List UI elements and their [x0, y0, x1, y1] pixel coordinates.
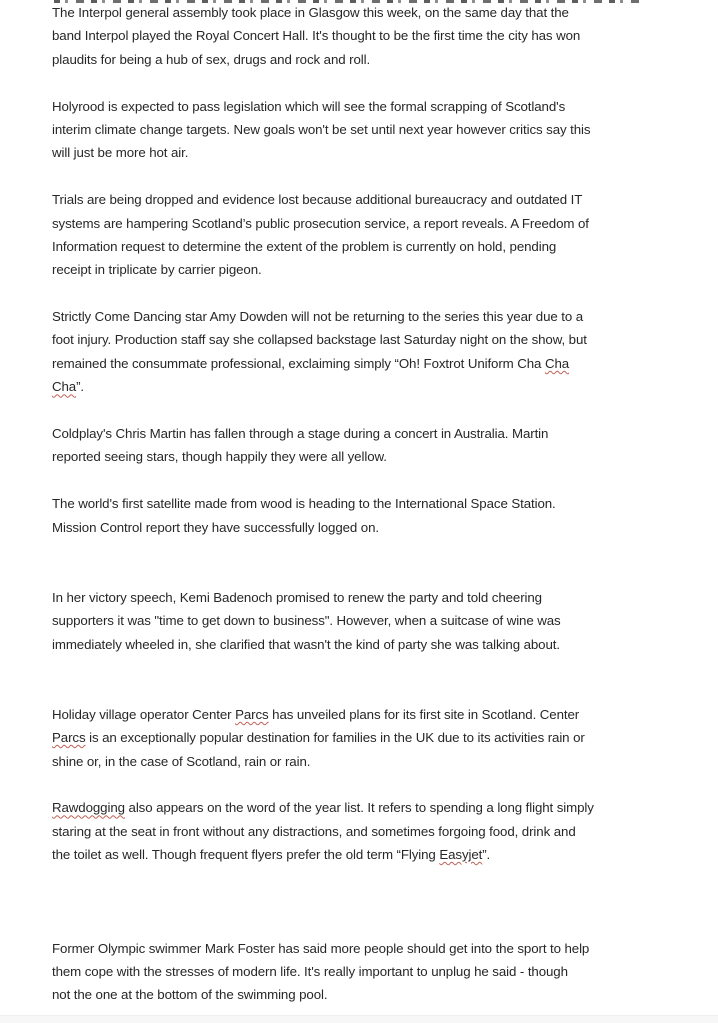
text-run: reported seeing stars, though happily they were all yellow.: [52, 449, 387, 465]
text-line: [52, 328, 692, 351]
text-run: interim climate change targets. New goals won't be set until next year however critics say this: [52, 121, 591, 137]
text-line: [52, 586, 692, 609]
text-line: [52, 703, 692, 726]
text-line: [52, 375, 692, 398]
paragraph-prosecution-service: [52, 188, 692, 282]
paragraph-holyrood-climate: [52, 95, 692, 165]
text-line: [52, 352, 692, 375]
text-line: [52, 960, 692, 983]
paragraph-kemi-badenoch: [52, 586, 692, 656]
text-line: [52, 212, 692, 235]
text-run: In her victory speech, Kemi Badenoch promised to renew the party and told cheering: [52, 589, 542, 605]
text-run: ”.: [76, 379, 85, 395]
text-line: [52, 843, 692, 866]
paragraph-coldplay-chris-martin: [52, 422, 692, 469]
text-line: [52, 118, 692, 141]
text-run: staring at the seat in front without any distractions, and sometimes forgoing food, drink and: [52, 823, 576, 839]
text-line: [52, 750, 692, 773]
text-line: [52, 48, 692, 71]
text-run: The world's first satellite made from wood is heading to the International Space Station.: [52, 496, 556, 512]
text-run: Former Olympic swimmer Mark Foster has said more people should get into the sport to help: [52, 940, 590, 956]
text-line: [52, 796, 692, 819]
text-run: Strictly Come Dancing star Amy Dowden will not be returning to the series this year due to a: [52, 309, 584, 325]
text-line: [52, 258, 692, 281]
paragraph-strictly-amy-dowden: [52, 305, 692, 399]
misspelled-word: Cha: [52, 379, 77, 395]
text-run: ”.: [482, 847, 491, 863]
text-line: [52, 235, 692, 258]
paragraph-mark-foster-swimming: [52, 937, 692, 1007]
text-run: them cope with the stresses of modern life. It's really important to unplug he said - though: [52, 964, 568, 980]
misspelled-word: Rawdogging: [52, 800, 125, 816]
text-run: also appears on the word of the year list. It refers to spending a long flight simply: [124, 800, 594, 816]
text-line: [52, 726, 692, 749]
text-run: plaudits for being a hub of sex, drugs and rock and roll.: [52, 51, 371, 67]
text-run: The Interpol general assembly took place in Glasgow this week, on the same day that the: [52, 5, 569, 20]
text-line: [52, 983, 692, 1006]
text-run: Coldplay's Chris Martin has fallen through a stage during a concert in Australia. Martin: [52, 426, 549, 442]
text-line: [52, 188, 692, 211]
text-run: Holyrood is expected to pass legislation which will see the formal scrapping of Scotland's: [52, 98, 566, 114]
text-run: Holiday village operator Center: [52, 706, 236, 722]
document-body[interactable]: [52, 1, 692, 1007]
faded-text-remnant: [60, 858, 490, 860]
text-run: Trials are being dropped and evidence lost because additional bureaucracy and outdated IT: [52, 192, 583, 208]
text-run: shine or, in the case of Scotland, rain or rain.: [52, 753, 311, 769]
text-line: [52, 24, 692, 47]
text-run: foot injury. Production staff say she collapsed backstage last Saturday night on the show, but: [52, 332, 587, 348]
text-line: [52, 1, 692, 24]
bottom-edge-strip: [0, 1015, 718, 1023]
paragraph-center-parcs: [52, 703, 692, 773]
text-run: the toilet as well. Though frequent flyers prefer the old term “Flying: [52, 847, 440, 863]
text-run: receipt in triplicate by carrier pigeon.: [52, 262, 262, 278]
text-run: is an exceptionally popular destination for families in the UK due to its activities rain or: [85, 730, 585, 746]
text-run: band Interpol played the Royal Concert Hall. It's thought to be the first time the city has won: [52, 28, 581, 44]
misspelled-word: Parcs: [235, 706, 269, 722]
text-run: not the one at the bottom of the swimming pool.: [52, 987, 328, 1003]
misspelled-word: Easyjet: [439, 847, 483, 863]
text-line: [52, 820, 692, 843]
paragraph-wooden-satellite: [52, 492, 692, 539]
text-run: remained the consummate professional, exclaiming simply “Oh! Foxtrot Uniform Cha: [52, 355, 545, 371]
misspelled-word: Parcs: [52, 730, 86, 746]
text-line: [52, 305, 692, 328]
text-line: [52, 609, 692, 632]
paragraph-rawdogging: [52, 796, 692, 866]
text-line: [52, 516, 692, 539]
text-line: [52, 445, 692, 468]
text-run: supporters it was "time to get down to business". However, when a suitcase of wine was: [52, 613, 561, 629]
text-line: [52, 95, 692, 118]
misspelled-word: Cha: [544, 355, 570, 371]
text-run: Mission Control report they have successfully logged on.: [52, 519, 379, 535]
text-line: [52, 937, 692, 960]
text-run: Information request to determine the extent of the problem is currently on hold, pending: [52, 238, 557, 254]
text-line: [52, 422, 692, 445]
text-run: immediately wheeled in, she clarified that wasn't the kind of party she was talking about.: [52, 636, 560, 652]
text-run: has unveiled plans for its first site in Scotland. Center: [268, 706, 580, 722]
paragraph-interpol-assembly: [52, 1, 692, 71]
text-line: [52, 492, 692, 515]
text-line: [52, 633, 692, 656]
text-line: [52, 141, 692, 164]
text-run: will just be more hot air.: [52, 145, 189, 161]
text-run: systems are hampering Scotland’s public prosecution service, a report reveals. A Freedom of: [52, 215, 589, 231]
